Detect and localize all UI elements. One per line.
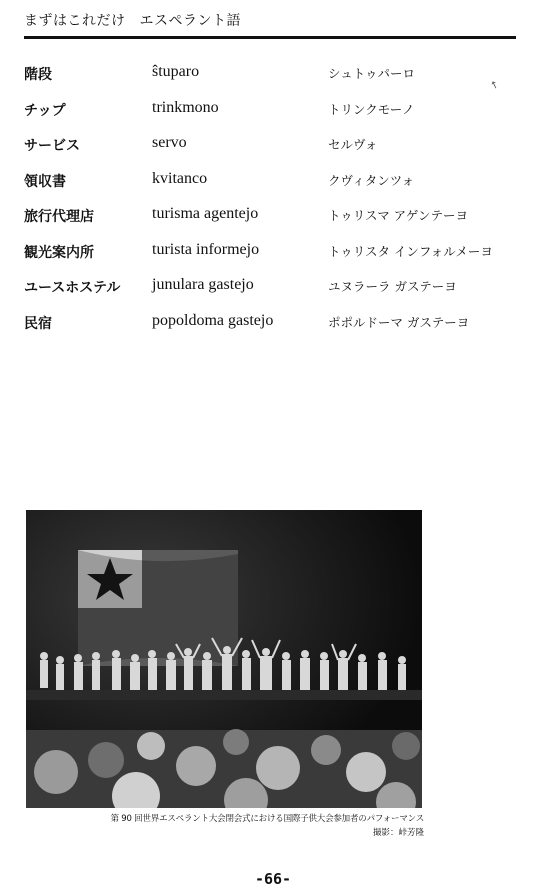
japanese-term: チップ	[24, 102, 66, 119]
japanese-term: ユースホステル	[24, 280, 121, 296]
header-section-title: まずはこれだけ	[24, 13, 126, 29]
vocab-row	[24, 100, 524, 136]
photo-caption: 第 90 回世界エスペラント大会閉会式における国際子供大会参加者のパフォーマンス	[110, 814, 424, 824]
page-header	[24, 10, 516, 39]
japanese-term: 旅行代理店	[24, 209, 94, 225]
vocabulary-list	[24, 64, 524, 348]
vocab-row	[24, 206, 524, 242]
vocab-row	[24, 242, 524, 278]
esperanto-term: junulara gastejo	[152, 276, 254, 293]
pronunciation: セルヴォ	[328, 137, 378, 152]
esperanto-term: turisma agentejo	[152, 205, 259, 222]
esperanto-flag	[78, 550, 238, 666]
japanese-term: 領収書	[24, 173, 66, 190]
japanese-term: 階段	[24, 67, 52, 83]
pronunciation: ポポルドーマ ガステーヨ	[328, 314, 470, 330]
audience	[26, 729, 422, 808]
japanese-term: 観光案内所	[24, 244, 94, 261]
page-number: -66-	[254, 870, 292, 888]
pronunciation: トゥリスマ アゲンテーヨ	[328, 208, 469, 223]
esperanto-term: popoldoma gastejo	[152, 311, 274, 329]
photo-credit: 撮影：峠芳隆	[372, 828, 424, 838]
japanese-term: 民宿	[24, 315, 52, 332]
header-language-title: エスペラント語	[139, 13, 241, 29]
esperanto-term: trinkmono	[152, 98, 219, 116]
stage-photo	[26, 510, 422, 808]
esperanto-term: turista informejo	[152, 240, 260, 258]
esperanto-term: ŝtuparo	[152, 63, 200, 80]
vocab-row	[24, 277, 524, 313]
vocab-row	[24, 313, 524, 349]
pronunciation: クヴィタンツォ	[328, 172, 415, 188]
esperanto-term: kvitanco	[152, 169, 208, 187]
esperanto-term: servo	[152, 134, 187, 151]
pronunciation: トゥリスタ インフォルメーヨ	[328, 243, 493, 259]
japanese-term: サービス	[24, 138, 80, 154]
stage-photo-illustration	[26, 510, 422, 808]
vocab-row	[24, 171, 524, 207]
pronunciation: シュトゥパーロ	[328, 66, 415, 81]
stray-mark-icon: ↖	[488, 78, 501, 93]
pronunciation: ユヌラーラ ガステーヨ	[328, 279, 457, 294]
pronunciation: トリンクモーノ	[328, 101, 415, 117]
vocab-row	[24, 64, 524, 100]
vocab-row	[24, 135, 524, 171]
